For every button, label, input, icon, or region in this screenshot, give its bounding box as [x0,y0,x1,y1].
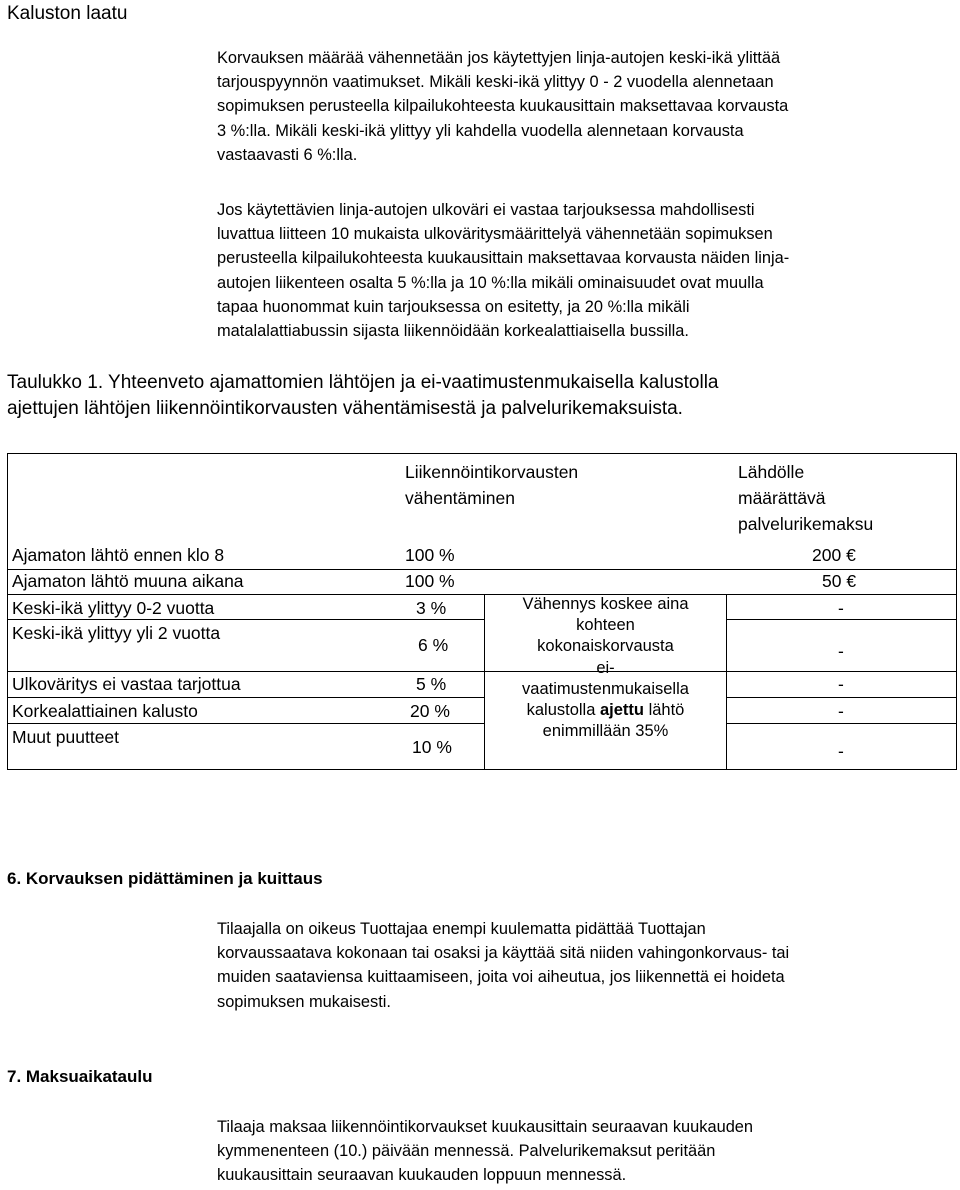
section6-heading: 6. Korvauksen pidättäminen ja kuittaus [7,869,323,888]
paragraph-line: tapaa huonommat kuin tarjouksessa on esitetty, ja 20 %:lla mikäli [217,297,690,316]
table-row-fee: - [838,598,844,618]
table-row-label: Keski-ikä ylittyy yli 2 vuotta [12,623,221,643]
table-border-right [956,453,957,769]
table-header-fee: Lähdölle määrättävä palvelurikemaksu [738,462,874,534]
table-row-label: Ajamaton lähtö ennen klo 8 [12,545,225,565]
paragraph-line: perusteella kilpailukohteesta kuukausittain maksettavaa korvausta näiden linja- [217,249,790,268]
table-row-reduction: 100 % [405,571,455,591]
table-row-separator [726,723,956,724]
table-row-reduction: 6 % [418,635,449,655]
table-row-separator [7,619,484,620]
paragraph-line: 3 %:lla. Mikäli keski-ikä ylittyy yli kahdella vuodella alennetaan korvausta [217,121,744,140]
paragraph-line: matalalattiabussin sijasta liikennöidään korkealattiaisella bussilla. [217,322,689,341]
table-row-fee: 200 € [812,545,856,565]
paragraph-line: autojen liikenteen osalta 5 %:lla ja 10 %:lla mikäli ominaisuudet ovat muulla [217,273,764,292]
table-border-left [7,453,8,769]
section7-heading: 7. Maksuaikataulu [7,1067,153,1086]
table-row-reduction: 20 % [410,701,450,721]
section-title: Kaluston laatu [7,3,128,24]
table-row-label: Muut puutteet [12,727,120,747]
euro-icon: € [846,545,856,565]
table-border-top [7,453,957,454]
table-row-reduction: 5 % [416,674,447,694]
table-row-fee: - [838,701,844,721]
table-row-label: Keski-ikä ylittyy 0-2 vuotta [12,598,215,618]
caption-line: ajettujen lähtöjen liikennöintikorvausten vähentämisestä ja palvelurikemaksuista. [7,398,683,419]
table-header-reduction: Liikennöintikorvausten vähentäminen [405,462,579,508]
table-row-reduction: 10 % [412,737,452,757]
table-row-separator [7,569,957,570]
paragraph-line: Korvauksen määrää vähennetään jos käytettyjen linja-autojen keski-ikä ylittää [217,49,781,67]
table-caption [7,370,957,422]
paragraph-average-age [217,46,957,167]
paragraph-line: Jos käytettävien linja-autojen ulkoväri ei vastaa tarjouksessa mahdollisesti [217,201,755,219]
paragraph-line: tarjouspyynnön vaatimukset. Mikäli keski-ikä ylittyy 0 - 2 vuodella alennetaan [217,73,774,92]
table-row-label: Korkealattiainen kalusto [12,701,198,721]
section7-paragraph: Tilaaja maksaa liikennöintikorvaukset kuukausittain seuraavan kuukauden kymmenenteen (10.) päivään mennessä. Palvelurikemaksut peritään kuukausittain seuraavan kuukauden loppuun mennessä. [217,1118,754,1185]
table-row-separator [726,697,956,698]
table-row-label: Ulkoväritys ei vastaa tarjottua [12,674,241,694]
table-row-reduction: 100 % [405,545,455,565]
paragraph-line: vastaavasti 6 %:lla. [217,145,358,164]
caption-line: Taulukko 1. Yhteenveto ajamattomien lähtöjen ja ei-vaatimustenmukaisella kalustolla [7,372,719,393]
table-row-fee: - [838,741,844,761]
table-row-separator [7,594,957,595]
paragraph-line: sopimuksen perusteella kilpailukohteesta kuukausittain maksettavaa korvausta [217,97,789,116]
table-merged-note: Vähennys koskee aina kohteen kokonaiskorvausta ei- vaatimustenmukaisella kalustolla ajettu lähtö enimmillään 35% [522,595,689,741]
table-row-separator [7,723,484,724]
table-row-separator [7,671,957,672]
table-row-separator [7,697,484,698]
table-row-fee: 50 € [822,571,857,591]
table-border-bottom [7,769,957,770]
table-row-reduction: 3 % [416,598,447,618]
paragraph-line: luvattua liitteen 10 mukaista ulkoväritysmäärittelyä vähennetään sopimuksen [217,225,773,244]
table-column-divider [726,594,727,769]
table-row-separator [726,619,956,620]
table-row-fee: - [838,641,844,661]
table-row-label: Ajamaton lähtö muuna aikana [12,571,244,591]
section6-paragraph: Tilaajalla on oikeus Tuottajaa enempi kuulematta pidättää Tuottajan korvaussaatava kokonaan tai osaksi ja käyttää sitä niiden vahingonkorvaus- tai muiden saataviensa kuittaamiseen, joita voi aiheutua, jos liikennettä ei hoideta sopimuksen mukaisesti. [217,920,790,1011]
table-row-fee: - [838,674,844,694]
euro-icon: € [846,571,857,591]
paragraph-exterior-color [217,198,957,343]
